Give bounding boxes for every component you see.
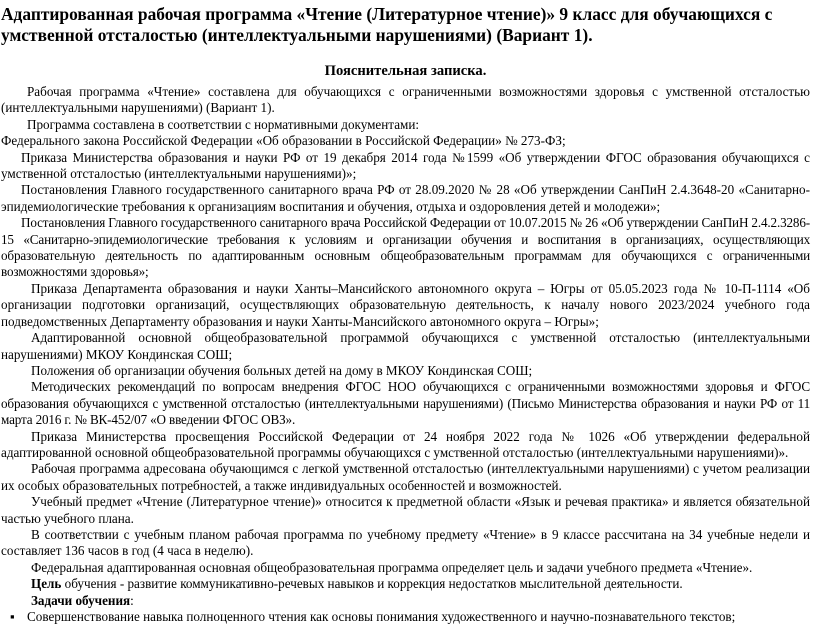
paragraph-tasks-heading bbox=[1, 593, 810, 609]
task-text: Совершенствование навыка полноценного чтения как основы понимания художественного и научно-познавательного текстов; bbox=[27, 609, 736, 624]
bullet-icon: ▪ bbox=[10, 609, 15, 624]
paragraph-adapted-program: Адаптированной основной общеобразовательной программой обучающихся с умственной отсталостью (интеллектуальными нарушениями) МКОУ Кондинская СОШ; bbox=[1, 330, 810, 362]
tasks-label: Задачи обучения bbox=[31, 592, 131, 608]
tasks-colon: : bbox=[130, 592, 134, 608]
goal-text: обучения - развитие коммуникативно-речевых навыков и коррекция недостатков мыслительной деятельности. bbox=[61, 576, 683, 592]
paragraph-order-1026: Приказа Министерства просвещения Российской Федерации от 24 ноября 2022 года № 1026 «Об утверждении федеральной адаптированной основной общеобразовательной программы обучающихся с умственной отсталостью (интеллектуальными нарушениями)». bbox=[1, 428, 810, 460]
section-heading: Пояснительная записка. bbox=[324, 63, 487, 79]
paragraph-hours: В соответствии с учебным планом рабочая программа по учебному предмету «Чтение» в 9 классе рассчитана на 34 учебные недели и составляет 136 часов в год (4 часа в неделю). bbox=[1, 526, 810, 559]
goal-label: Цель bbox=[31, 576, 62, 592]
paragraph-normative-intro: Программа составлена в соответствии с нормативными документами: bbox=[27, 116, 420, 132]
paragraph-fap-goals: Федеральная адаптированная основная общеобразовательная программа определяет цель и задачи учебного предмета «Чтение». bbox=[31, 559, 753, 575]
tasks-list bbox=[1, 609, 810, 625]
paragraph-order-department: Приказа Департамента образования и науки Ханты–Мансийского автономного округа – Югры от 05.05.2023 года № 10-П-1114 «Об организации подготовки организаций, осуществляющих образовательную деятельность, к началу нового 2023/2024 учебного года подведомственных Департаменту образования и науки Ханты-Мансийского автономного округа – Югры»; bbox=[1, 280, 810, 329]
paragraph-order-1599: Приказа Министерства образования и науки РФ от 19 декабря 2014 года №1599 «Об утверждении ФГОС образования обучающихся с умственной отсталостью (интеллектуальными нарушениями)»; bbox=[1, 149, 810, 182]
document-title: Адаптированная рабочая программа «Чтение (Литературное чтение)» 9 класс для обучающихся с умственной отсталостью (интеллектуальными нарушениями) (Вариант 1). bbox=[1, 4, 773, 45]
paragraph-methodical-recommendations: Методических рекомендаций по вопросам внедрения ФГОС НОО обучающихся с ограниченными возможностями здоровья и ФГОС образования обучающихся с умственной отсталостью (интеллектуальными нарушениями) (Письмо Министерства образования и науки РФ от 11 марта 2016 г. № ВК-452/07 «О введении ФГОС ОВЗ». bbox=[1, 379, 810, 428]
paragraph-subject-area: Учебный предмет «Чтение (Литературное чтение)» относится к предметной области «Язык и речевая практика» и является обязательной частью учебного плана. bbox=[1, 494, 810, 526]
paragraph-intro: Рабочая программа «Чтение» составлена для обучающихся с ограниченными возможностями здоровья с умственной отсталостью (интеллектуальными нарушениями) (Вариант 1). bbox=[1, 84, 810, 116]
paragraph-sanpin-2015: Постановления Главного государственного санитарного врача Российской Федерации от 10.07.2015 № 26 «Об утверждении СанПиН 2.4.2.3286-15 «Санитарно-эпидемиологические требования к условиям и организации обучения и воспитания в организациях, осуществляющих образовательную деятельность по адаптированным основным общеобразовательным программам для обучающихся с ограниченными возможностями здоровья»; bbox=[1, 215, 810, 280]
paragraph-home-education: Положения об организации обучения больных детей на дому в МКОУ Кондинская СОШ; bbox=[31, 362, 533, 378]
paragraph-federal-law: Федерального закона Российской Федерации «Об образовании в Российской Федерации» № 273-ФЗ; bbox=[1, 133, 566, 149]
list-item bbox=[10, 609, 810, 625]
paragraph-addressees: Рабочая программа адресована обучающимся с легкой умственной отсталостью (интеллектуальными нарушениями) с учетом реализации их особых образовательных потребностей, а также индивидуальных особенностей и возможностей. bbox=[1, 461, 810, 493]
paragraph-sanpin-2020: Постановления Главного государственного санитарного врача РФ от 28.09.2020 № 28 «Об утверждении СанПиН 2.4.3648-20 «Санитарно-эпидемиологические требования к организациям воспитания и обучения, отдыха и оздоровления детей и молодежи»; bbox=[1, 182, 810, 214]
paragraph-goal bbox=[1, 576, 810, 592]
